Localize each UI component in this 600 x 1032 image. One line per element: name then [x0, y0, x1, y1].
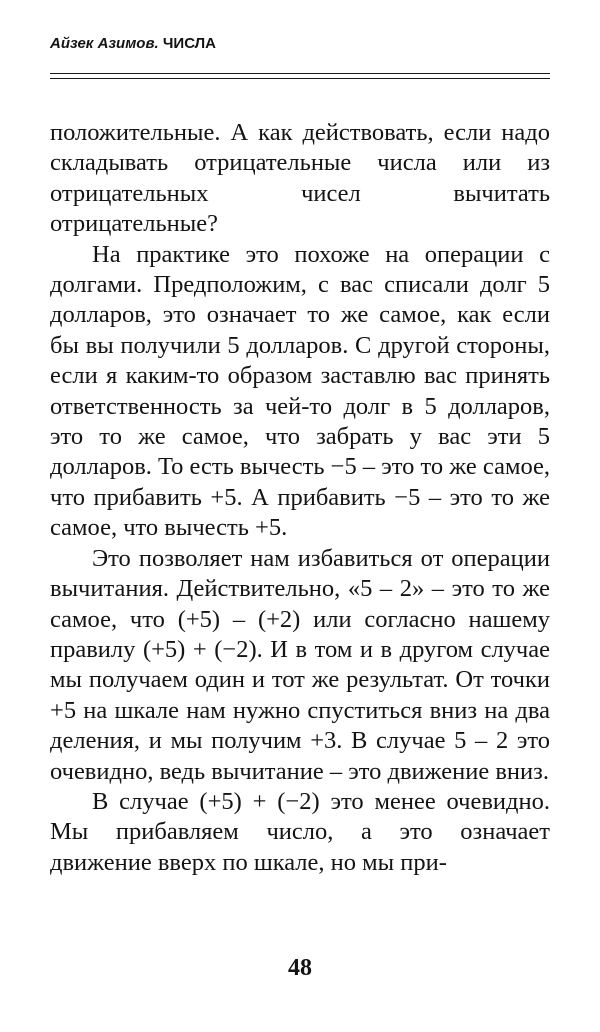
- running-head-author: Айзек Азимов.: [50, 35, 159, 52]
- body-text: [50, 118, 550, 878]
- paragraph: В случае (+5) + (−2) это менее очевидно. Мы прибавляем число, а это означает движение вверх по шкале, но мы при-: [50, 787, 550, 876]
- paragraph: Это позволяет нам избавиться от операции вычитания. Действительно, «5 – 2» – это то же самое, что (+5) – (+2) или согласно нашему правилу (+5) + (−2). И в том и в другом случае мы получаем один и тот же результат. От точки +5 на шкале нам нужно спуститься вниз на два деления, и мы получим +3. В случае 5 – 2 это очевидно, ведь вычитание – это движение вниз.: [50, 544, 550, 785]
- running-head-title: ЧИСЛА: [162, 35, 217, 52]
- paragraph: На практике это похоже на операции с долгами. Предположим, с вас списали долг 5 долларов, это означает то же самое, как если бы вы получили 5 долларов. С другой стороны, если я каким-то образом заставлю вас принять ответственность за чей-то долг в 5 долларов, это то же самое, что забрать у вас эти 5 долларов. То есть вычесть −5 – это то же самое, что прибавить +5. А прибавить −5 – это то же самое, что вычесть +5.: [50, 240, 550, 542]
- paragraph-continued: положительные. А как действовать, если надо складывать отрицательные числа или из отрицательных чисел вычитать отрицательные?: [50, 119, 550, 238]
- page-number: 48: [288, 955, 312, 981]
- header-rule-top: [50, 73, 550, 74]
- running-head: [50, 34, 550, 54]
- header-rule-bottom: [50, 78, 550, 79]
